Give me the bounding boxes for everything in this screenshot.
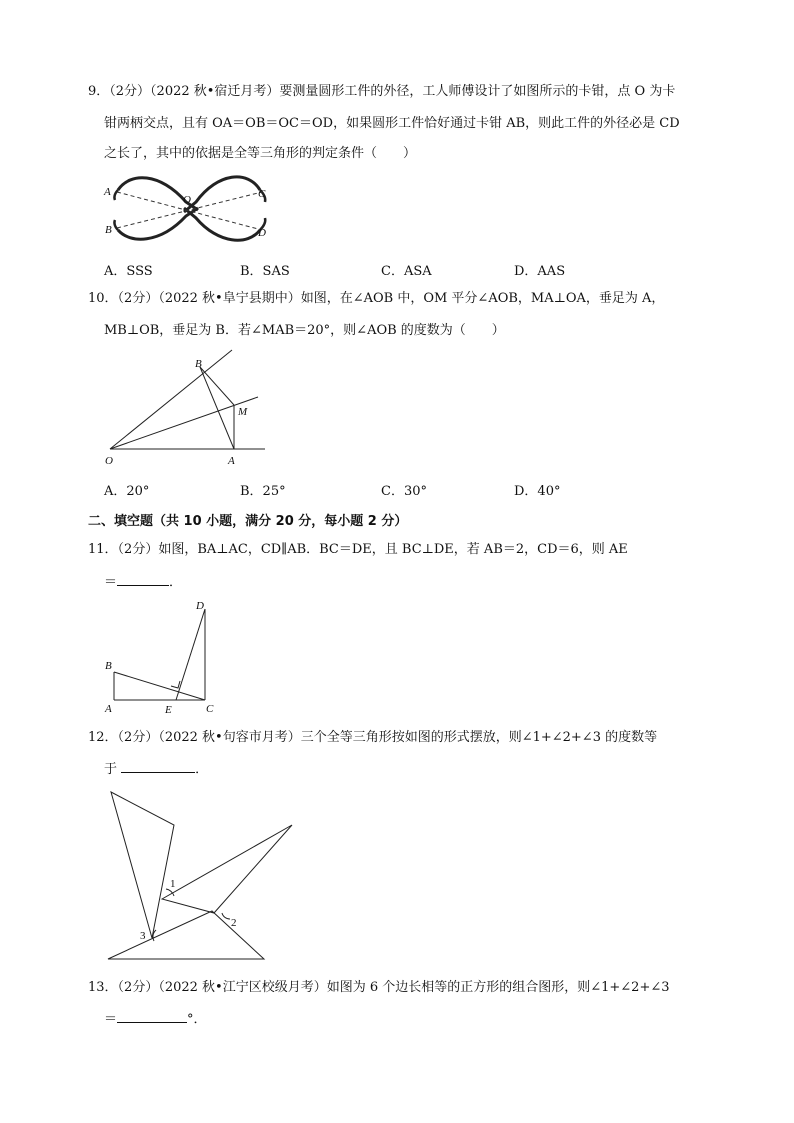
q9-label-B: B (105, 224, 112, 236)
caliper-handles (118, 177, 260, 240)
q12-line-2 (104, 760, 208, 779)
q10-label-O: O (105, 455, 113, 467)
q9-line-2: 钳两柄交点，且有 OA＝OB＝OC＝OD，如果圆形工件恰好通过卡钳 AB，则此工件的外径必是 CD (104, 116, 680, 131)
q11-label-C: C (206, 703, 214, 715)
q11-suffix: ． (169, 575, 183, 590)
q12-prefix: 于 (104, 762, 122, 777)
q10-option-a[interactable]: A．20° (104, 484, 150, 499)
q9-option-b[interactable]: B．SAS (240, 264, 290, 279)
q10-line-1: 10．（2分）（2022 秋•阜宁县期中）如图，在∠AOB 中，OM 平分∠AOB，MA⊥OA，垂足为 A， (88, 291, 665, 306)
q10-label-M: M (238, 406, 248, 418)
q9-label-A: A (104, 186, 111, 198)
q9-caliper-figure (100, 168, 290, 248)
q13-line-2 (104, 1010, 207, 1029)
q10-line-2: MB⊥OB，垂足为 B．若∠MAB＝20°，则∠AOB 的度数为（ ） (104, 323, 505, 338)
q11-label-D: D (196, 600, 204, 612)
q11-answer-blank[interactable] (117, 573, 169, 586)
q12-triangles-figure (100, 785, 300, 965)
q11-prefix: ＝ (104, 575, 118, 590)
q13-line-1: 13．（2分）（2022 秋•江宁区校级月考）如图为 6 个边长相等的正方形的组合图形，则∠1+∠2+∠3 (88, 980, 670, 995)
q13-prefix: ＝ (104, 1012, 118, 1027)
q9-label-D: D (258, 227, 266, 239)
q9-option-c[interactable]: C．ASA (381, 264, 432, 279)
q10-label-A: A (228, 455, 235, 467)
q9-option-a[interactable]: A．SSS (104, 264, 153, 279)
q11-label-A: A (105, 703, 112, 715)
q10-option-d[interactable]: D．40° (514, 484, 561, 499)
q11-label-E: E (165, 704, 172, 716)
q12-angle-2-label: 2 (231, 917, 237, 929)
q12-angle-1-label: 1 (170, 878, 176, 890)
q10-label-B: B (195, 358, 202, 370)
q11-label-B: B (105, 660, 112, 672)
q9-label-C: C (258, 188, 266, 200)
q11-line-2 (104, 573, 182, 592)
q10-option-b[interactable]: B．25° (240, 484, 286, 499)
q9-label-O: O (183, 194, 191, 206)
q12-angle-3-label: 3 (140, 930, 146, 942)
q12-answer-blank[interactable] (121, 760, 195, 773)
q10-angle-figure (100, 345, 275, 470)
q10-option-c[interactable]: C．30° (381, 484, 427, 499)
q9-option-d[interactable]: D．AAS (514, 264, 566, 279)
q11-figure (100, 595, 225, 720)
q12-line-1: 12．（2分）（2022 秋•句容市月考）三个全等三角形按如图的形式摆放，则∠1+∠2+∠3 的度数等 (88, 730, 658, 745)
q12-suffix: ． (195, 762, 209, 777)
q9-line-1: 9．（2分）（2022 秋•宿迁月考）要测量圆形工件的外径，工人师傅设计了如图所示的卡钳，点 O 为卡 (88, 84, 676, 99)
q9-line-3: 之长了，其中的依据是全等三角形的判定条件（ ） (104, 146, 417, 161)
q13-suffix: °． (187, 1012, 207, 1027)
q11-line-1: 11．（2分）如图，BA⊥AC，CD∥AB．BC＝DE，且 BC⊥DE，若 AB＝2，CD＝6，则 AE (88, 542, 628, 557)
section-fill-in-title: 二、填空题（共 10 小题，满分 20 分，每小题 2 分） (88, 514, 408, 529)
q13-answer-blank[interactable] (117, 1010, 187, 1023)
